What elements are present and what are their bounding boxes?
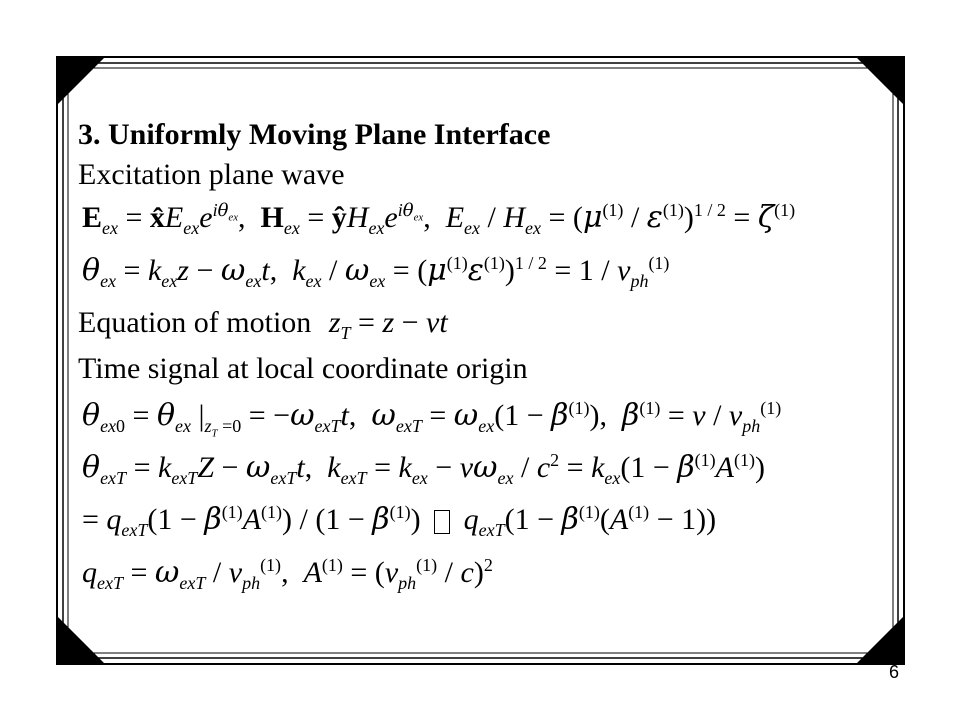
equation-phase-moving: $\theta_{exT} = k_{exT}Z - \omega_{exT}t$, $k_{exT} = k_{ex} - v\omega_{ex} / c^2 = k_{ex}(1 - \beta^{(1)}A^{(1)})$ bbox=[82, 450, 765, 488]
heading-time-signal: Time signal at local coordinate origin bbox=[78, 352, 528, 385]
missing-glyph-icon bbox=[434, 510, 450, 534]
equation-approximation: = $q_{exT}(1 - \beta^{(1)}A^{(1)}) / (1 - \beta^{(1)}) q_{exT}(1 - \beta^{(1)}(A^{(1)} - 1))$ bbox=[82, 502, 717, 540]
page-number: 6 bbox=[889, 662, 900, 682]
corner-ornament-bottom-left bbox=[57, 616, 105, 664]
corner-ornament-bottom-right bbox=[856, 616, 904, 664]
equation-phase: $\theta_{ex} = k_{ex}z - \omega_{ex}t$, $k_{ex} / \omega_{ex} = (\mu^{(1)}\varepsilon^{(1)})^{1 / 2} = 1 / v_{ph}^{(1)}$ bbox=[82, 253, 670, 291]
equation-definitions: $q_{exT} = \omega_{exT} / v_{ph}^{(1)}$, $A^{(1)} = (v_{ph}^{(1)} / c)^2$ bbox=[82, 555, 493, 593]
equation-time-signal: $\theta_{ex0} = \theta_{ex}$ $|_{z_T =0} = -\omega_{exT}t$, $\omega_{exT} = \omega_{ex}(1 - \beta^{(1)})$, $\beta^{(1)} = v / v_{ph}^{(1)}$ bbox=[82, 398, 782, 440]
slide-title: 3. Uniformly Moving Plane Interface bbox=[78, 118, 551, 151]
heading-motion: Equation of motion $z_T = z$ − vt bbox=[78, 306, 448, 343]
corner-ornament-top-left bbox=[57, 57, 105, 105]
corner-ornament-top-right bbox=[856, 57, 904, 105]
equation-fields: $E_{ex}$ = $x̂E_{ex}e^{i\theta_{ex}}$, $H_{ex}$ = $ŷH_{ex}e^{i\theta_{ex}}$, $E_{ex} / H_{ex} = (\mu^{(1)} / \varepsilon^{(1)})^{1 / 2} = \zeta^{(1)}$ bbox=[82, 200, 796, 238]
heading-excitation: Excitation plane wave bbox=[78, 158, 345, 191]
